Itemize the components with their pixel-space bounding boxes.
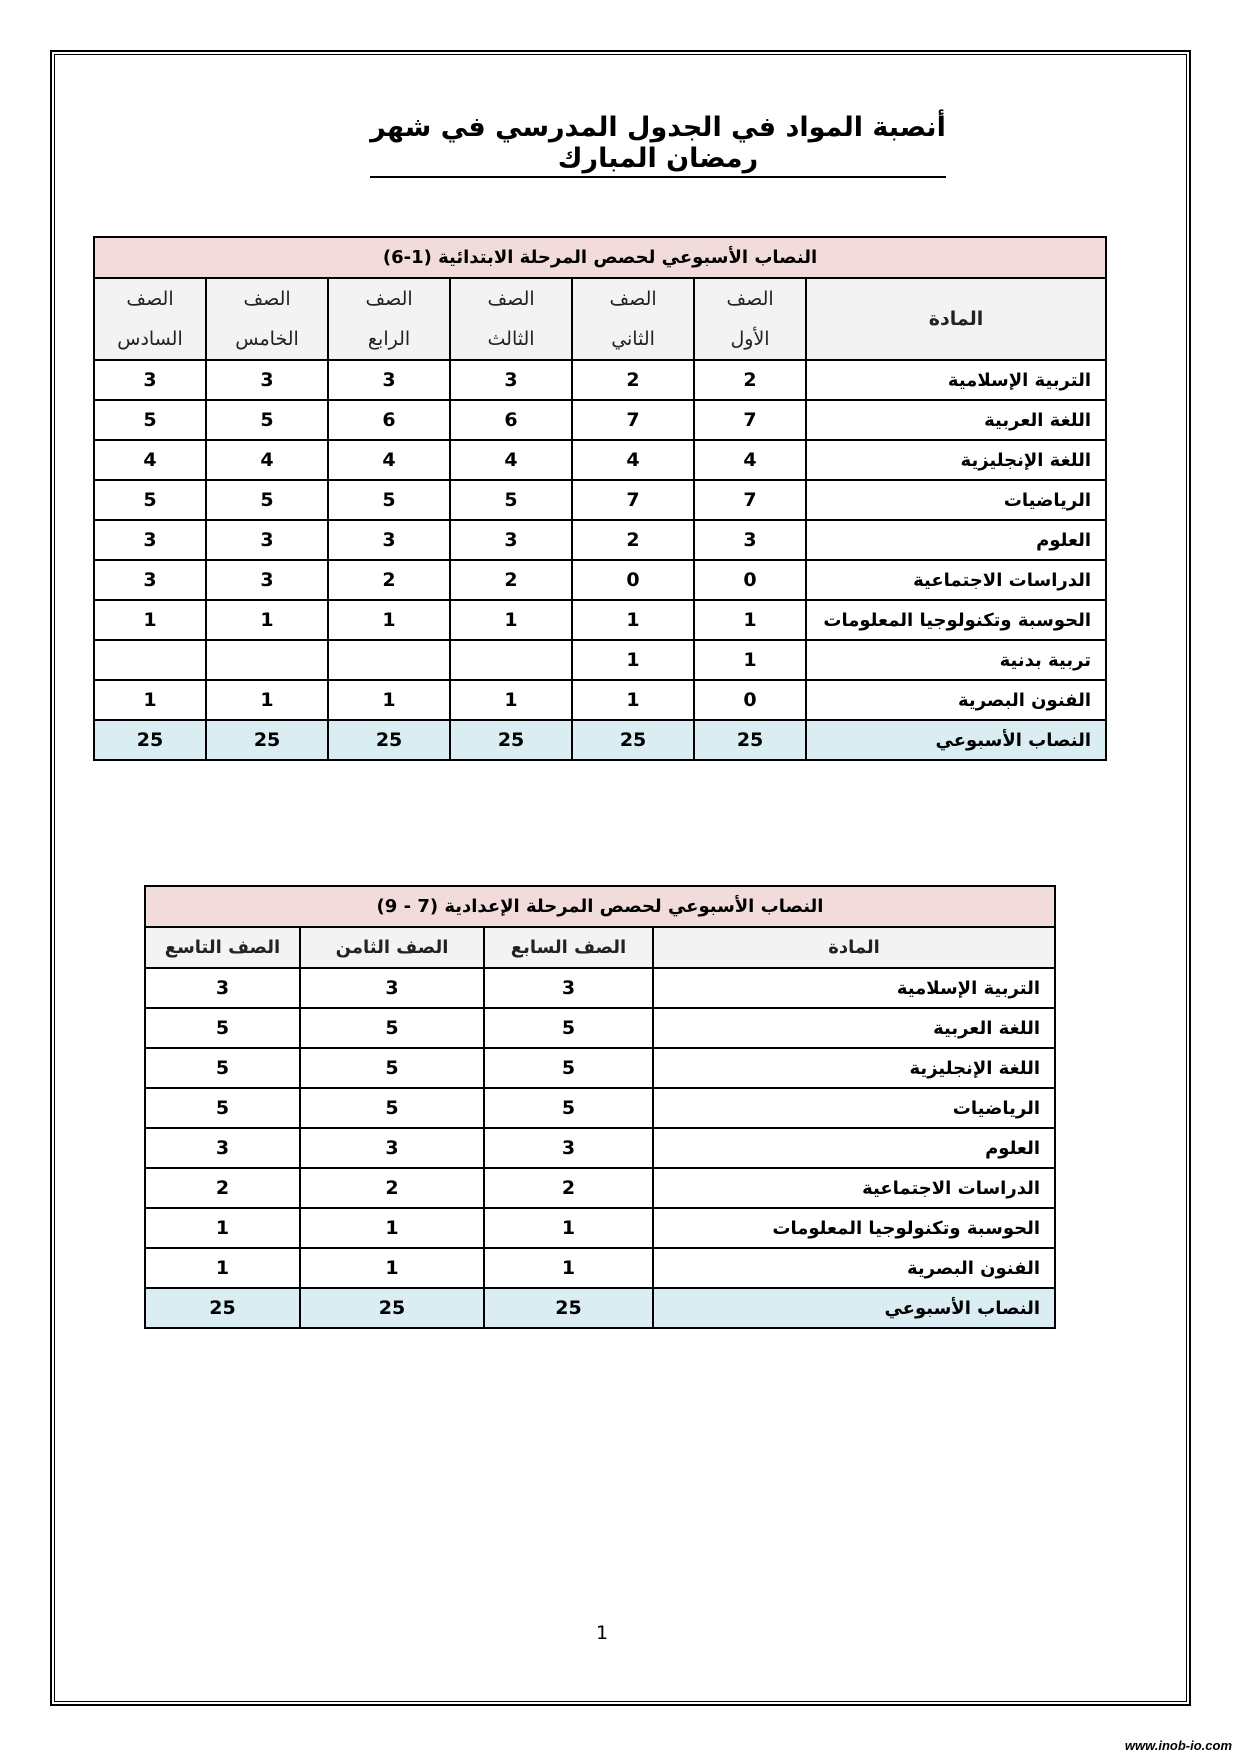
column-header-grade-3: الصف الثالث [450,278,572,360]
period-count-cell: 2 [328,560,450,600]
total-row [94,720,1106,760]
subject-cell: الرياضيات [806,480,1106,520]
table-row [145,1208,1055,1248]
period-count-cell [450,640,572,680]
period-count-cell: 3 [450,360,572,400]
table-row [145,968,1055,1008]
period-count-cell: 5 [484,1088,653,1128]
period-count-cell: 5 [94,400,206,440]
period-count-cell: 1 [206,680,328,720]
column-header-grade-5: الصف الخامس [206,278,328,360]
total-label: النصاب الأسبوعي [653,1288,1055,1328]
period-count-cell: 6 [450,400,572,440]
table-row [94,560,1106,600]
column-header-grade-2: الصف الثاني [572,278,694,360]
period-count-cell: 4 [206,440,328,480]
table-row [145,1168,1055,1208]
period-count-cell: 2 [484,1168,653,1208]
total-value-cell: 25 [145,1288,300,1328]
total-row [145,1288,1055,1328]
subject-cell: الحوسبة وتكنولوجيا المعلومات [806,600,1106,640]
total-label: النصاب الأسبوعي [806,720,1106,760]
page-title [0,112,1240,178]
period-count-cell: 0 [694,560,806,600]
period-count-cell: 3 [94,360,206,400]
column-header-row [94,278,1106,360]
period-count-cell: 3 [145,1128,300,1168]
table-row [94,440,1106,480]
table-row [94,400,1106,440]
table-row [145,1248,1055,1288]
total-value-cell: 25 [484,1288,653,1328]
period-count-cell: 4 [328,440,450,480]
period-count-cell: 0 [572,560,694,600]
total-value-cell: 25 [94,720,206,760]
period-count-cell: 1 [300,1208,484,1248]
table-row [145,1088,1055,1128]
period-count-cell [328,640,450,680]
table-row [145,1048,1055,1088]
table-row [145,1008,1055,1048]
table-row [94,600,1106,640]
period-count-cell: 2 [300,1168,484,1208]
period-count-cell: 5 [300,1088,484,1128]
period-count-cell: 1 [206,600,328,640]
period-count-cell: 3 [206,560,328,600]
period-count-cell: 4 [450,440,572,480]
footer-watermark-url: www.inob-io.com [1124,1738,1232,1753]
period-count-cell: 1 [300,1248,484,1288]
period-count-cell: 1 [94,600,206,640]
subject-cell: اللغة الإنجليزية [653,1048,1055,1088]
period-count-cell [94,640,206,680]
subject-cell: الفنون البصرية [806,680,1106,720]
middle-stage-table [144,885,1056,1329]
period-count-cell: 5 [145,1008,300,1048]
period-count-cell [206,640,328,680]
period-count-cell: 2 [145,1168,300,1208]
column-header-grade-7: الصف السابع [484,927,653,968]
period-count-cell: 5 [450,480,572,520]
subject-cell: التربية الإسلامية [806,360,1106,400]
period-count-cell: 4 [94,440,206,480]
period-count-cell: 1 [328,680,450,720]
column-header-grade-8: الصف الثامن [300,927,484,968]
period-count-cell: 5 [145,1048,300,1088]
period-count-cell: 7 [572,480,694,520]
subject-cell: العلوم [653,1128,1055,1168]
period-count-cell: 1 [694,600,806,640]
table-row [94,520,1106,560]
period-count-cell: 1 [145,1208,300,1248]
period-count-cell: 5 [145,1088,300,1128]
primary-stage-table [93,236,1107,761]
period-count-cell: 3 [145,968,300,1008]
period-count-cell: 1 [145,1248,300,1288]
table-row [94,360,1106,400]
period-count-cell: 3 [94,520,206,560]
page-number: 1 [596,1622,609,1644]
period-count-cell: 1 [572,640,694,680]
column-header-grade-1: الصف الأول [694,278,806,360]
period-count-cell: 5 [300,1008,484,1048]
period-count-cell: 3 [300,1128,484,1168]
period-count-cell: 3 [328,360,450,400]
subject-cell: الدراسات الاجتماعية [806,560,1106,600]
total-value-cell: 25 [694,720,806,760]
period-count-cell: 7 [694,400,806,440]
period-count-cell: 1 [450,600,572,640]
period-count-cell: 2 [572,520,694,560]
period-count-cell: 3 [206,360,328,400]
subject-column-header: المادة [653,927,1055,968]
period-count-cell: 1 [328,600,450,640]
period-count-cell: 3 [450,520,572,560]
period-count-cell: 1 [484,1248,653,1288]
subject-cell: الحوسبة وتكنولوجيا المعلومات [653,1208,1055,1248]
period-count-cell: 3 [484,1128,653,1168]
page-title-text: أنصبة المواد في الجدول المدرسي في شهر رمضان المبارك [370,112,946,178]
period-count-cell: 5 [484,1048,653,1088]
subject-cell: الفنون البصرية [653,1248,1055,1288]
table-banner-row [94,237,1106,278]
subject-cell: اللغة الإنجليزية [806,440,1106,480]
column-header-grade-9: الصف التاسع [145,927,300,968]
table-row [94,680,1106,720]
column-header-grade-6: الصف السادس [94,278,206,360]
period-count-cell: 5 [300,1048,484,1088]
total-value-cell: 25 [450,720,572,760]
period-count-cell: 0 [694,680,806,720]
period-count-cell: 1 [572,600,694,640]
period-count-cell: 3 [206,520,328,560]
table-row [94,480,1106,520]
period-count-cell: 5 [94,480,206,520]
table-banner-row [145,886,1055,927]
period-count-cell: 3 [300,968,484,1008]
subject-column-header: المادة [806,278,1106,360]
period-count-cell: 5 [206,480,328,520]
period-count-cell: 5 [328,480,450,520]
period-count-cell: 1 [450,680,572,720]
subject-cell: التربية الإسلامية [653,968,1055,1008]
subject-cell: العلوم [806,520,1106,560]
table-row [94,640,1106,680]
subject-cell: الدراسات الاجتماعية [653,1168,1055,1208]
period-count-cell: 2 [694,360,806,400]
subject-cell: الرياضيات [653,1088,1055,1128]
total-value-cell: 25 [206,720,328,760]
period-count-cell: 1 [484,1208,653,1248]
period-count-cell: 5 [484,1008,653,1048]
period-count-cell: 4 [694,440,806,480]
subject-cell: اللغة العربية [806,400,1106,440]
total-value-cell: 25 [300,1288,484,1328]
column-header-row [145,927,1055,968]
total-value-cell: 25 [572,720,694,760]
period-count-cell: 3 [484,968,653,1008]
period-count-cell: 3 [694,520,806,560]
period-count-cell: 5 [206,400,328,440]
period-count-cell: 2 [450,560,572,600]
middle-table-banner: النصاب الأسبوعي لحصص المرحلة الإعدادية (7 - 9) [145,886,1055,927]
period-count-cell: 2 [572,360,694,400]
period-count-cell: 1 [694,640,806,680]
period-count-cell: 4 [572,440,694,480]
period-count-cell: 3 [94,560,206,600]
primary-table-banner: النصاب الأسبوعي لحصص المرحلة الابتدائية (1-6) [94,237,1106,278]
table-row [145,1128,1055,1168]
subject-cell: تربية بدنية [806,640,1106,680]
column-header-grade-4: الصف الرابع [328,278,450,360]
period-count-cell: 1 [94,680,206,720]
period-count-cell: 3 [328,520,450,560]
period-count-cell: 6 [328,400,450,440]
total-value-cell: 25 [328,720,450,760]
period-count-cell: 1 [572,680,694,720]
subject-cell: اللغة العربية [653,1008,1055,1048]
period-count-cell: 7 [572,400,694,440]
period-count-cell: 7 [694,480,806,520]
